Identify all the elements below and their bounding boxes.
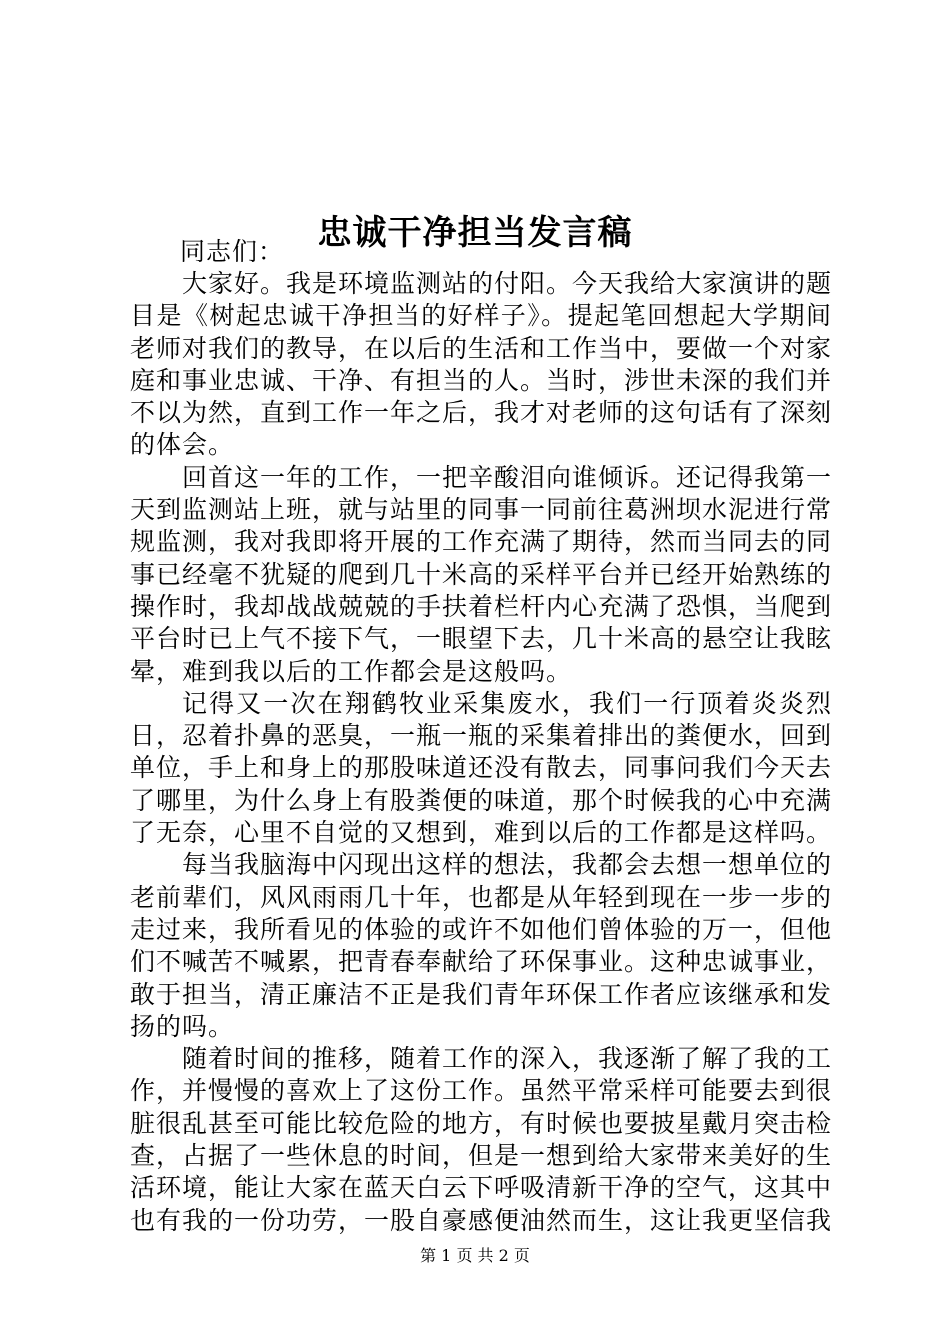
paragraph-5: 随着时间的推移，随着工作的深入，我逐渐了解了我的工作，并慢慢的喜欢上了这份工作。虽然平常采样可能要去到很脏很乱甚至可能比较危险的地方，有时候也要披星戴月突击检查，占据了一些休息的时间，但是一想到给大家带来美好的生活环境，能让大家在蓝天白云下呼吸清新干净的空气，这其中也有我的一份功劳，一股自豪感便油然而生，这让我更坚信我 (130, 1044, 833, 1235)
body-text (130, 268, 832, 1237)
paragraph-4: 每当我脑海中闪现出这样的想法，我都会去想一想单位的老前辈们，风风雨雨几十年，也都是从年轻到现在一步一步的走过来，我所看见的体验的或许不如他们曾体验的万一，但他们不喊苦不喊累，把青春奉献给了环保事业。这种忠诚事业，敢于担当，清正廉洁不正是我们青年环保工作者应该继承和发扬的吗。 (130, 850, 833, 1041)
paragraph-1: 大家好。我是环境监测站的付阳。今天我给大家演讲的题目是《树起忠诚干净担当的好样子》。提起笔回想起大学期间老师对我们的教导，在以后的生活和工作当中，要做一个对家庭和事业忠诚、干净、有担当的人。当时，涉世未深的我们并不以为然，直到工作一年之后，我才对老师的这句话有了深刻的体会。 (130, 269, 833, 460)
page-title: 忠诚干净担当发言稿 (317, 212, 633, 253)
paragraph-3: 记得又一次在翔鹤牧业采集废水，我们一行顶着炎炎烈日，忍着扑鼻的恶臭，一瓶一瓶的采集着排出的粪便水，回到单位，手上和身上的那股味道还没有散去，同事问我们今天去了哪里，为什么身上有股粪便的味道，那个时候我的心中充满了无奈，心里不自觉的又想到，难到以后的工作都是这样吗。 (130, 688, 833, 848)
greeting: 同志们： (180, 237, 285, 266)
page-number-footer: 第 1 页 共 2 页 (420, 1246, 530, 1265)
paragraph-2: 回首这一年的工作，一把辛酸泪向谁倾诉。还记得我第一天到监测站上班，就与站里的同事一同前往葛洲坝水泥进行常规监测，我对我即将开展的工作充满了期待，然而当同去的同事已经毫不犹疑的爬到几十米高的采样平台并已经开始熟练的操作时，我却战战兢兢的手扶着栏杆内心充满了恐惧，当爬到平台时已上气不接下气，一眼望下去，几十米高的悬空让我眩晕，难到我以后的工作都会是这般吗。 (130, 462, 833, 686)
